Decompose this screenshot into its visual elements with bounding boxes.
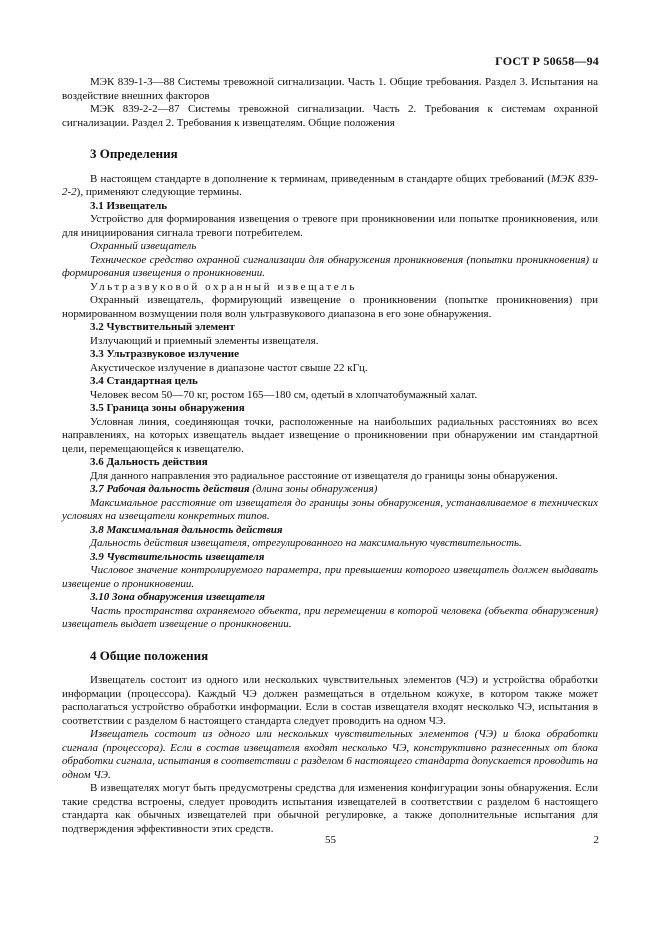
document-code: ГОСТ Р 50658—94 bbox=[495, 54, 599, 68]
page-content bbox=[62, 76, 598, 836]
term-definition: Человек весом 50—70 кг, ростом 165—180 см, одетый в хлопчатобумажный халат. bbox=[90, 388, 478, 401]
intro-text-a: В настоящем стандарте в дополнение к терминам, приведенным в стандарте общих требований ( bbox=[90, 172, 551, 185]
term-heading-italic: 3.9 Чувствительность извещателя bbox=[90, 550, 265, 563]
term-heading-italic: 3.10 Зона обнаружения извещателя bbox=[90, 591, 265, 603]
term-heading: 3.6 Дальность действия bbox=[90, 456, 208, 468]
term-definition: Излучающий и приемный элементы извещателя. bbox=[90, 334, 319, 347]
term-heading-text: 3.7 Рабочая дальность действия bbox=[90, 483, 250, 495]
sheet-number: 2 bbox=[593, 834, 599, 846]
term-definition: Устройство для формирования извещения о тревоге при проникновении или попытке проникновения, или для инициирования сигнала тревоги потребителем. bbox=[62, 213, 598, 239]
section-4-paragraph: В извещателях могут быть предусмотрены средства для изменения конфигурации зоны обнаружения. Если такие средства встроены, следует проводить испытания извещателей в соответствии с разделом 6 настоящего стандарта как обычных извещателей при обычной регулировке, а также дополнительные испытания для подтверждения эффективности этих средств. bbox=[62, 782, 598, 835]
term-definition: Условная линия, соединяющая точки, расположенные на наибольших радиальных расстояниях во всех направлениях, на которых извещатель выдает извещение о проникновении при обнаружении им стандартной цели, перемещающейся к извещателю. bbox=[62, 415, 598, 455]
term-heading-italic: 3.8 Максимальная дальность действия bbox=[90, 523, 283, 536]
term-heading-note: (длина зоны обнаружения) bbox=[249, 483, 378, 495]
term-definition-italic: Максимальное расстояние от извещателя до границы зоны обнаружения, устанавливаемое в технических условиях на извещатели конкретных типов. bbox=[62, 496, 598, 522]
term-definition-italic: Числовое значение контролируемого параметра, при превышении которого извещатель должен выдавать извещение о проникновении. bbox=[62, 564, 598, 590]
subterm-definition: Охранный извещатель, формирующий извещение о проникновении (попытке проникновения) при нормированном возмущении поля волн ультразвукового диапазона в его зоне обнаружения. bbox=[62, 294, 598, 320]
intro-text-b: ), применяют следующие термины. bbox=[76, 186, 242, 198]
term-definition-italic: Часть пространства охраняемого объекта, при перемещении в которой человека (объекта обнаружения) извещатель выдает извещение о проникновении. bbox=[62, 604, 598, 630]
subterm-heading: Ультразвуковой охранный извещатель bbox=[90, 280, 357, 293]
term-definition-italic: Дальность действия извещателя, отрегулированного на максимальную чувствительность. bbox=[90, 537, 522, 549]
term-definition: Акустическое излучение в диапазоне частот свыше 22 кГц. bbox=[90, 361, 368, 374]
reference-2: МЭК 839-2-2—87 Системы тревожной сигнализации. Часть 2. Требования к системам охранной сигнализации. Раздел 2. Требования к извещателям. Общие положения bbox=[62, 103, 598, 129]
term-definition: Для данного направления это радиальное расстояние от извещателя до границы зоны обнаружения. bbox=[90, 469, 558, 482]
term-heading: 3.3 Ультразвуковое излучение bbox=[90, 348, 240, 360]
term-heading: 3.4 Стандартная цель bbox=[90, 375, 198, 387]
section-4-paragraph: Извещатель состоит из одного или нескольких чувствительных элементов (ЧЭ) и устройства обработки информации (процессора). Каждый ЧЭ должен размещаться в отдельном кожухе, в котором также может располагаться устройство обработки информации. Если в состав извещателя входят несколько ЧЭ, испытания в соответствии с разделом 6 настоящего стандарта следует проводить на одном ЧЭ. bbox=[62, 674, 598, 727]
term-heading: 3.5 Граница зоны обнаружения bbox=[90, 402, 245, 414]
term-heading: 3.2 Чувствительный элемент bbox=[90, 321, 235, 333]
page-number: 55 bbox=[325, 834, 336, 846]
section-3-title: 3 Определения bbox=[90, 146, 178, 161]
section-3-intro bbox=[62, 173, 598, 200]
intro-reference: МЭК 839-2-2 bbox=[62, 172, 598, 198]
section-4-title: 4 Общие положения bbox=[90, 647, 209, 663]
section-4-paragraph-italic: Извещатель состоит из одного или нескольких чувствительных элементов (ЧЭ) и блока обработки сигнала (процессора). Если в состав извещателя входят несколько ЧЭ, конструктивно разнесенных от блока обработки сигнала, испытания в соответствии с разделом 6 настоящего стандарта допускается проводить на одном ЧЭ. bbox=[62, 728, 598, 781]
subterm-definition: Техническое средство охранной сигнализации для обнаружения проникновения (попытки проникновения) и формирования извещения о проникновении. bbox=[62, 253, 598, 279]
term-heading-italic bbox=[62, 483, 598, 497]
term-heading: 3.1 Извещатель bbox=[90, 199, 168, 212]
subterm-heading: Охранный извещатель bbox=[90, 240, 197, 252]
reference-1: МЭК 839-1-3—88 Системы тревожной сигнализации. Часть 1. Общие требования. Раздел 3. Испытания на воздействие внешних факторов bbox=[62, 76, 598, 102]
